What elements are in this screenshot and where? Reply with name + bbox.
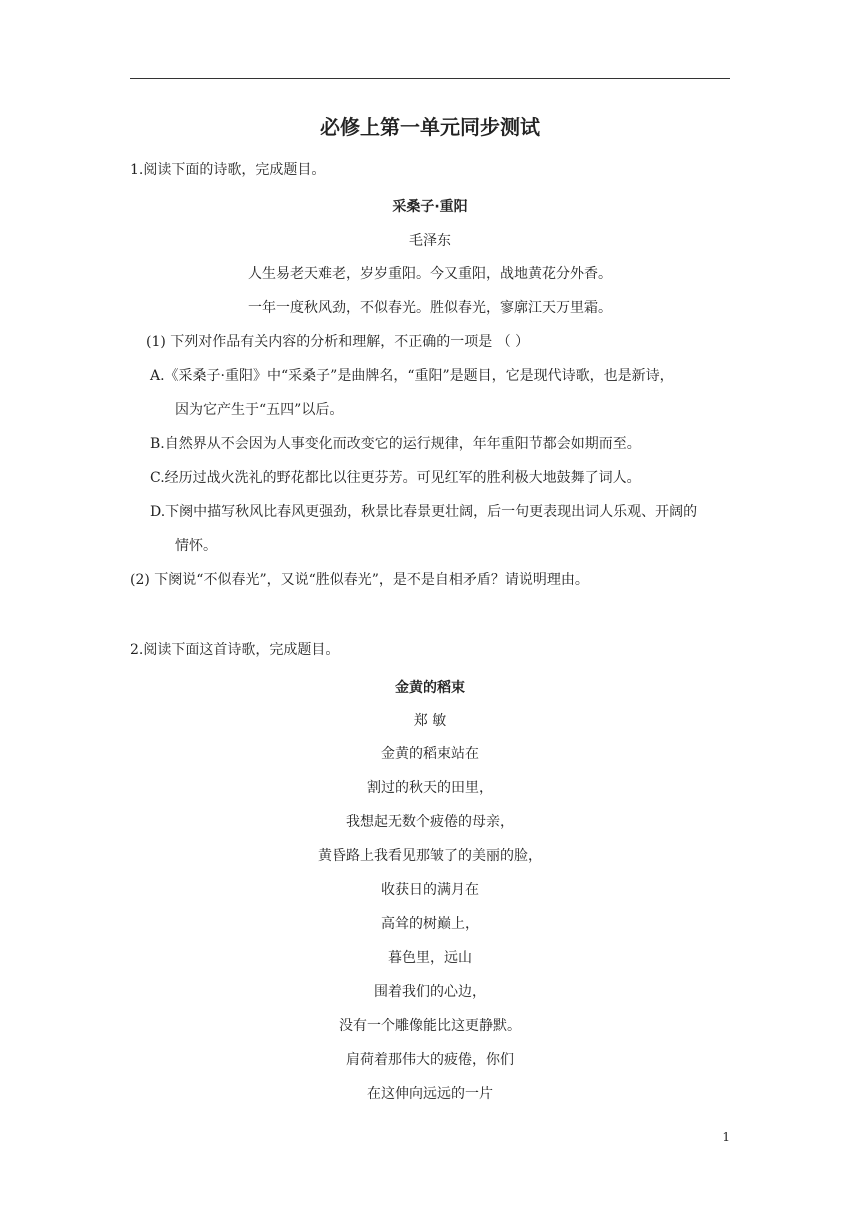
poem-2-line: 在这伸向远远的一片 — [367, 1086, 493, 1102]
header-rule — [130, 78, 730, 79]
question-2-prompt: 2.阅读下面这首诗歌，完成题目。 — [130, 642, 340, 658]
poem-2-line: 肩荷着那伟大的疲倦，你们 — [346, 1052, 514, 1068]
question-1-sub2: (2) 下阕说“不似春光”，又说“胜似春光”，是不是自相矛盾？请说明理由。 — [130, 572, 589, 588]
poem-2-line: 黄昏路上我看见那皱了的美丽的脸， — [318, 848, 542, 864]
poem-2-line: 割过的秋天的田里， — [367, 780, 493, 796]
poem-1-line: 人生易老天难老，岁岁重阳。今又重阳，战地黄花分外香。 — [248, 266, 612, 282]
poem-2-line: 围着我们的心边， — [374, 984, 486, 1000]
poem-2-line: 收获日的满月在 — [381, 882, 479, 898]
poem-2-line: 高耸的树巅上， — [381, 916, 479, 932]
option-d-continued: 情怀。 — [175, 538, 217, 554]
poem-2-title: 金黄的稻束 — [395, 680, 465, 696]
option-c: C.经历过战火洗礼的野花都比以往更芬芳。可见红军的胜利极大地鼓舞了词人。 — [150, 470, 641, 486]
poem-1-line: 一年一度秋风劲，不似春光。胜似春光，寥廓江天万里霜。 — [248, 300, 612, 316]
page-title: 必修上第一单元同步测试 — [320, 115, 540, 139]
poem-2-author: 郑 敏 — [413, 713, 447, 729]
poem-1-author: 毛泽东 — [409, 233, 451, 249]
option-a-continued: 因为它产生于“五四”以后。 — [175, 402, 344, 418]
poem-2-line: 没有一个雕像能比这更静默。 — [339, 1018, 521, 1034]
poem-2-line: 暮色里，远山 — [388, 950, 472, 966]
poem-2-line: 金黄的稻束站在 — [381, 746, 479, 762]
option-b: B.自然界从不会因为人事变化而改变它的运行规律，年年重阳节都会如期而至。 — [150, 436, 641, 452]
question-1-sub1: (1) 下列对作品有关内容的分析和理解，不正确的一项是 （ ） — [146, 334, 530, 350]
page-number: 1 — [722, 1130, 730, 1144]
option-a: A.《采桑子·重阳》中“采桑子”是曲牌名，“重阳”是题目，它是现代诗歌，也是新诗， — [150, 368, 674, 384]
poem-1-title: 采桑子·重阳 — [392, 199, 468, 215]
question-1-prompt: 1.阅读下面的诗歌，完成题目。 — [130, 162, 326, 178]
poem-2-line: 我想起无数个疲倦的母亲， — [346, 814, 514, 830]
option-d: D.下阕中描写秋风比春风更强劲，秋景比春景更壮阔，后一句更表现出词人乐观、开阔的 — [150, 504, 698, 520]
